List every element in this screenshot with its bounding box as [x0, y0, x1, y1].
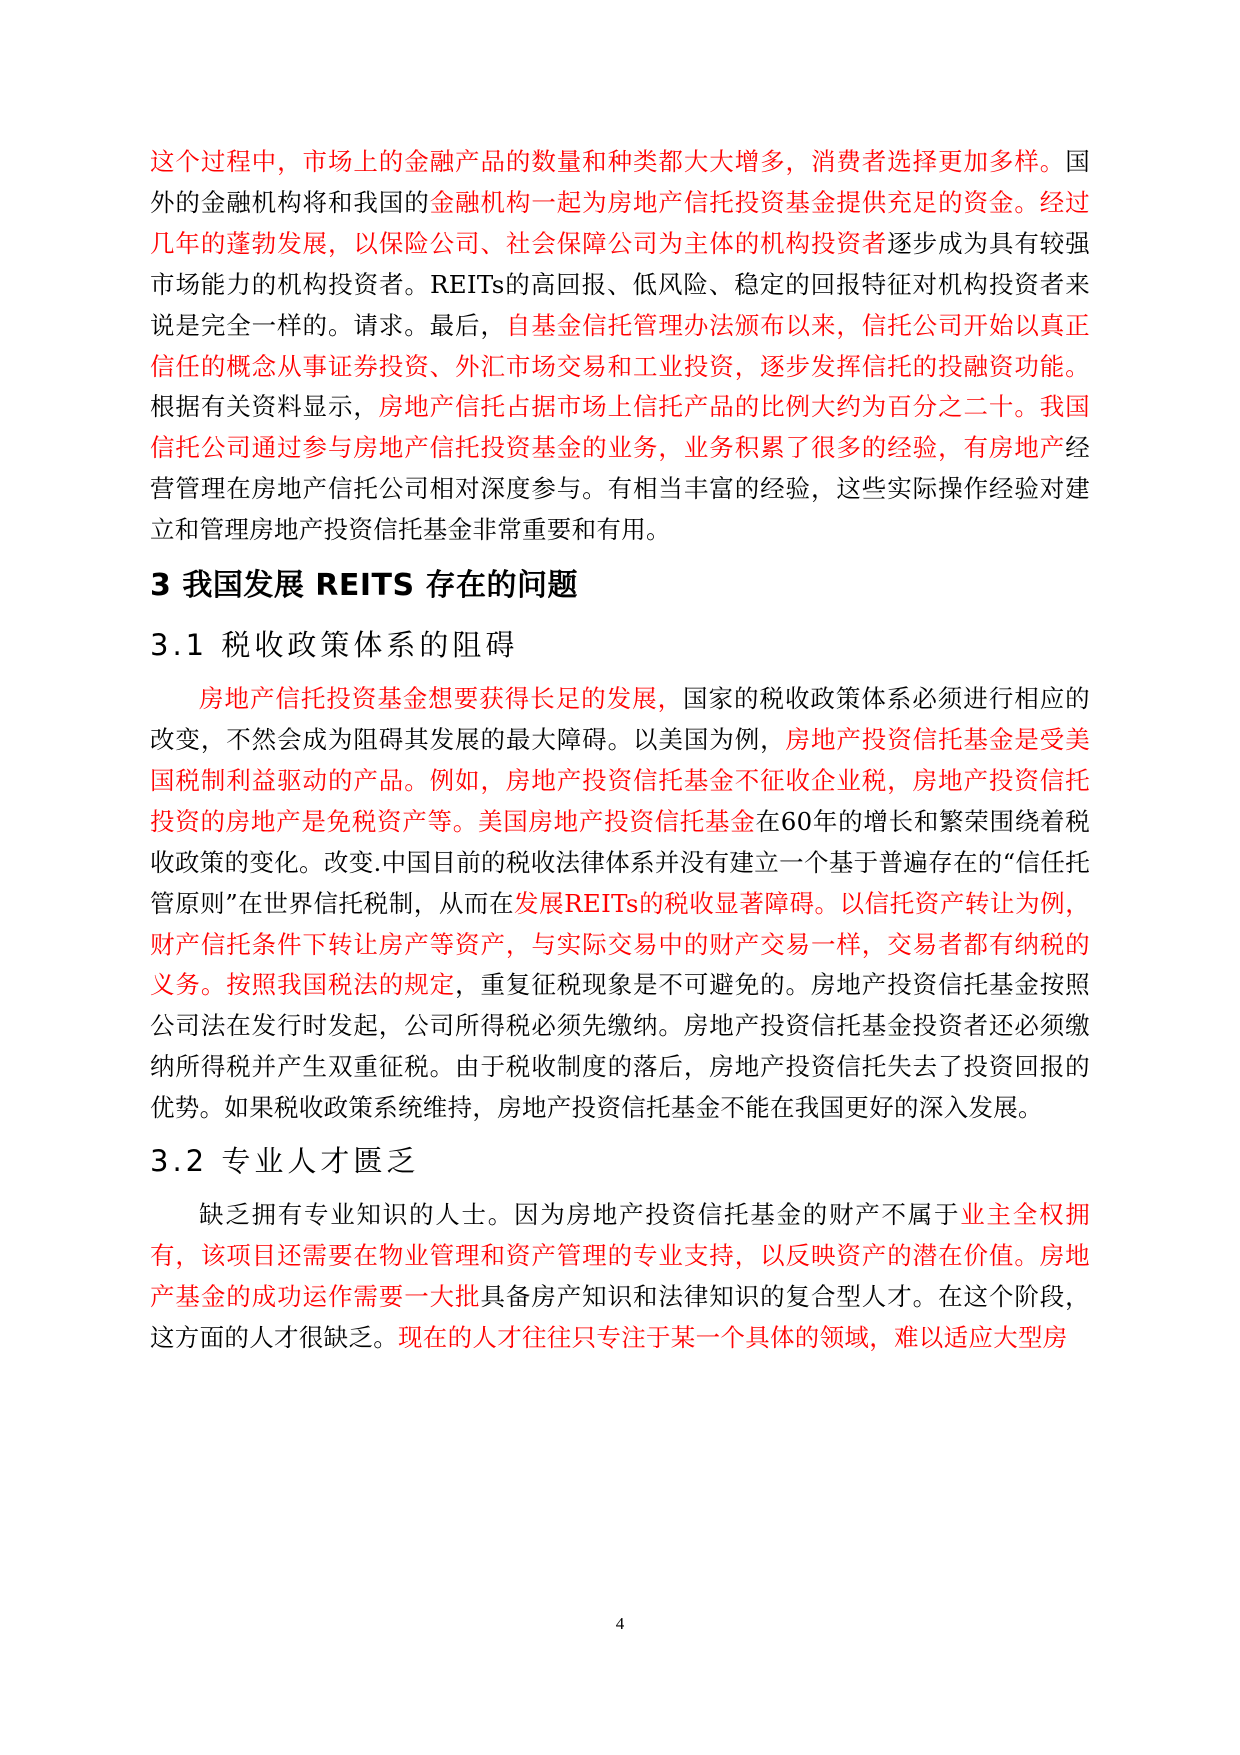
text-run-highlighted: 这个过程中，市场上的金融产品的数量和种类都大大增多，消费者选择更加多样。: [150, 147, 1066, 176]
subsection-heading-3-2: 3.2 专业人才匮乏: [150, 1144, 420, 1179]
text-run-highlighted: 房地产投资信托基金是受美国税制利益驱动的产品。例如，房地产投资信托基金不征收企业税，房地产投资信托投资的房地产是免税资产等。美国房地产投资信托基金: [150, 724, 1090, 836]
text-run-highlighted: 业主全权拥有，该项目还需要在物业管理和资产管理的专业支持，以反映资产的潜在价值。房地产基金的成功运作需要一大批: [150, 1200, 1090, 1311]
text-run: 国外的金融机构将和我国的: [150, 147, 1090, 217]
section-heading-3: 3 我国发展 REITS 存在的问题: [150, 568, 579, 604]
text-run: ，重复征税现象是不可避免的。房地产投资信托基金按照公司法在发行时发起，公司所得税必须先缴纳。房地产投资信托基金投资者还必须缴纳所得税并产生双重征税。由于税收制度的落后，房地产投资信托失去了投资回报的优势。如果税收政策系统维持，房地产投资信托基金不能在我国更好的深入发展。: [150, 970, 1090, 1123]
text-run: 经营管理在房地产信托公司相对深度参与。有相当丰富的经验，这些实际操作经验对建立和管理房地产投资信托基金非常重要和有用。: [150, 433, 1090, 545]
text-run: 国家的税收政策体系必须进行相应的改变，不然会成为阻碍其发展的最大障碍。以美国为例，: [150, 684, 1090, 754]
text-run-highlighted: 自基金信托管理办法颁布以来，信托公司开始以真正信任的概念从事证券投资、外汇市场交易和工业投资，逐步发挥信托的投融资功能。: [150, 310, 1090, 381]
text-run: 逐步成为具有较强市场能力的机构投资者。REITs的高回报、低风险、稳定的回报特征对机构投资者来说是完全一样的。请求。最后，: [150, 228, 1090, 340]
text-run-highlighted: 房地产信托投资基金想要获得长足的发展，: [199, 684, 684, 714]
document-page: [150, 142, 1090, 1359]
text-run-highlighted: 金融机构一起为房地产信托投资基金提供充足的资金。经过几年的蓬勃发展，以保险公司、社会保障公司为主体的机构投资者: [150, 187, 1090, 258]
text-run-highlighted: 发展REITs的税收显著障碍。以信托资产转让为例，财产信托条件下转让房产等资产，与实际交易中的财产交易一样，交易者都有纳税的义务。按照我国税法的规定: [150, 888, 1091, 1000]
text-run-highlighted: 现在的人才往往只专注于某一个具体的领域，难以适应大型房: [398, 1322, 1068, 1352]
text-run-highlighted: 房地产信托占据市场上信托产品的比例大约为百分之二十。我国信托公司通过参与房地产信托投资基金的业务，业务积累了很多的经验，有房地产: [150, 392, 1090, 463]
text-run: 具备房产知识和法律知识的复合型人才。在这个阶段，这方面的人才很缺乏。: [150, 1281, 1090, 1352]
text-run: 在60年的增长和繁荣围绕着税收政策的变化。改变.中国目前的税收法律体系并没有建立一个基于普遍存在的“信任托管原则”在世界信托税制，从而在: [150, 806, 1090, 918]
page-number: 4: [615, 1614, 625, 1633]
paragraph-tax-policy: [150, 679, 1090, 1129]
subsection-heading-3-1: 3.1 税收政策体系的阻碍: [150, 628, 519, 663]
paragraph-institutional-investors: [150, 142, 1090, 551]
text-run: 缺乏拥有专业知识的人士。因为房地产投资信托基金的财产不属于: [199, 1200, 961, 1230]
text-run: 根据有关资料显示，: [150, 392, 379, 422]
paragraph-talent-shortage: [150, 1195, 1090, 1359]
